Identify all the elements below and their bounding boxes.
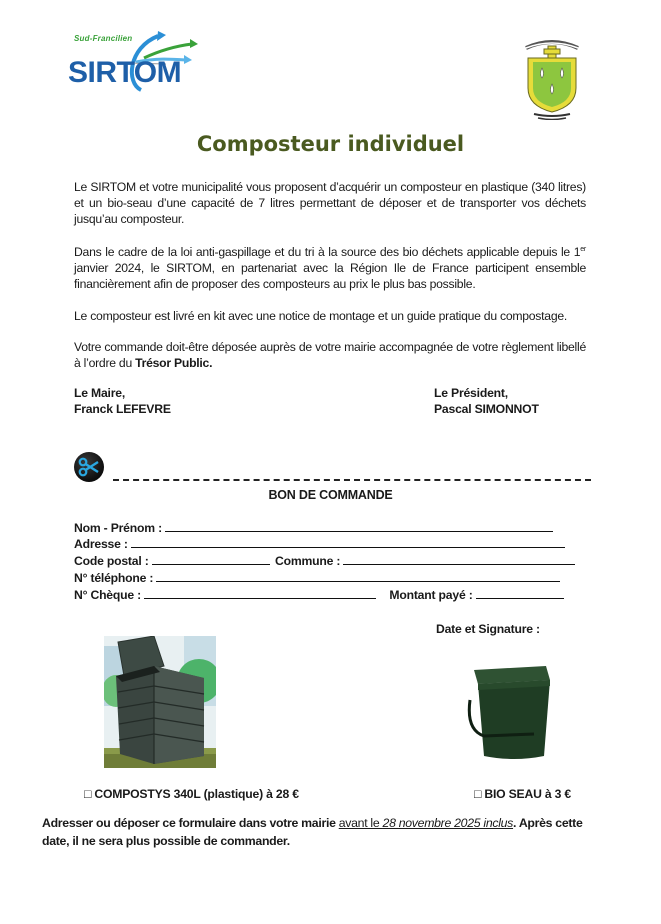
kit-paragraph: Le composteur est livré en kit avec une notice de montage et un guide pratique du compostage. <box>74 309 568 323</box>
president-name: Pascal SIMONNOT <box>434 402 539 416</box>
phone-label: N° téléphone : <box>74 571 154 585</box>
deadline-prefix: avant le <box>338 816 383 830</box>
form-row-phone <box>74 569 560 585</box>
cut-line-divider <box>113 479 591 481</box>
name-label: Nom - Prénom : <box>74 521 162 535</box>
mayor-signature <box>74 385 171 417</box>
mayor-role: Le Maire, <box>74 386 126 400</box>
order-paragraph <box>74 339 586 371</box>
address-label: Adresse : <box>74 537 128 551</box>
form-row-name <box>74 519 553 535</box>
bio-bucket-label: BIO SEAU à 3 € <box>484 787 571 801</box>
president-signature <box>434 385 539 417</box>
composter-image <box>104 636 216 768</box>
deadline-notice <box>42 814 612 850</box>
composter-checkbox[interactable]: □ <box>84 787 92 801</box>
scissors-icon <box>74 452 104 482</box>
product-composter[interactable] <box>84 787 299 801</box>
deadline-text: Adresser ou déposer ce formulaire dans votre mairie <box>42 816 339 830</box>
phone-field[interactable] <box>156 569 560 582</box>
commune-label: Commune : <box>274 554 341 568</box>
commune-field[interactable] <box>343 552 575 565</box>
composter-label: COMPOSTYS 340L (plastique) à 28 € <box>94 787 299 801</box>
cheque-field[interactable] <box>144 586 376 599</box>
cheque-label: N° Chèque : <box>74 588 141 602</box>
order-paragraph-text: Votre commande doit-être déposée auprès de votre mairie accompagnée de votre règlement libellé à l’ordre du <box>74 340 586 370</box>
form-row-postal-commune <box>74 552 575 568</box>
law-paragraph-text-2: janvier 2024, le SIRTOM, en partenariat avec la Région Ile de France participent ensemble financièrement afin de proposer des composteurs au prix le plus bas possible. <box>74 261 586 291</box>
amount-label: Montant payé : <box>389 588 473 602</box>
crest-shield-icon <box>520 36 584 120</box>
name-field[interactable] <box>165 519 553 532</box>
president-role: Le Président, <box>434 386 508 400</box>
form-row-address <box>74 535 565 551</box>
deadline-date <box>339 816 513 830</box>
page-title: Composteur individuel <box>196 132 465 156</box>
postal-code-label: Code postal : <box>74 554 149 568</box>
ordinal-superscript: er <box>580 245 586 253</box>
bio-bucket-image <box>464 660 556 762</box>
municipal-crest <box>520 36 584 120</box>
payee-name: Trésor Public. <box>135 356 213 370</box>
product-bio-bucket[interactable] <box>474 787 571 801</box>
law-paragraph-text: Dans le cadre de la loi anti-gaspillage et du tri à la source des bio déchets applicable depuis le 1 <box>74 245 581 259</box>
amount-field[interactable] <box>476 586 564 599</box>
mayor-name: Franck LEFEVRE <box>74 402 171 416</box>
date-signature-label: Date et Signature : <box>436 622 540 636</box>
deadline-date-text: 28 novembre 2025 inclus <box>382 816 514 830</box>
intro-paragraph: Le SIRTOM et votre municipalité vous proposent d’acquérir un composteur en plastique (340 litres) et un bio-seau d’une capacité de 7 litres permettant de déposer et de transporter vos déchets jusqu’au composteur. <box>74 180 586 226</box>
logo-tagline: Sud-Francilien <box>74 34 133 43</box>
postal-code-field[interactable] <box>152 552 270 565</box>
address-field[interactable] <box>131 535 565 548</box>
order-form-title: BON DE COMMANDE <box>268 488 393 502</box>
deadline-text-end: . Après cette date, il ne sera plus possible de commander. <box>42 816 583 848</box>
form-row-cheque-amount <box>74 586 564 602</box>
bio-bucket-checkbox[interactable]: □ <box>474 787 482 801</box>
law-paragraph <box>74 244 586 292</box>
logo-wordmark: SIRTOM <box>68 56 182 89</box>
